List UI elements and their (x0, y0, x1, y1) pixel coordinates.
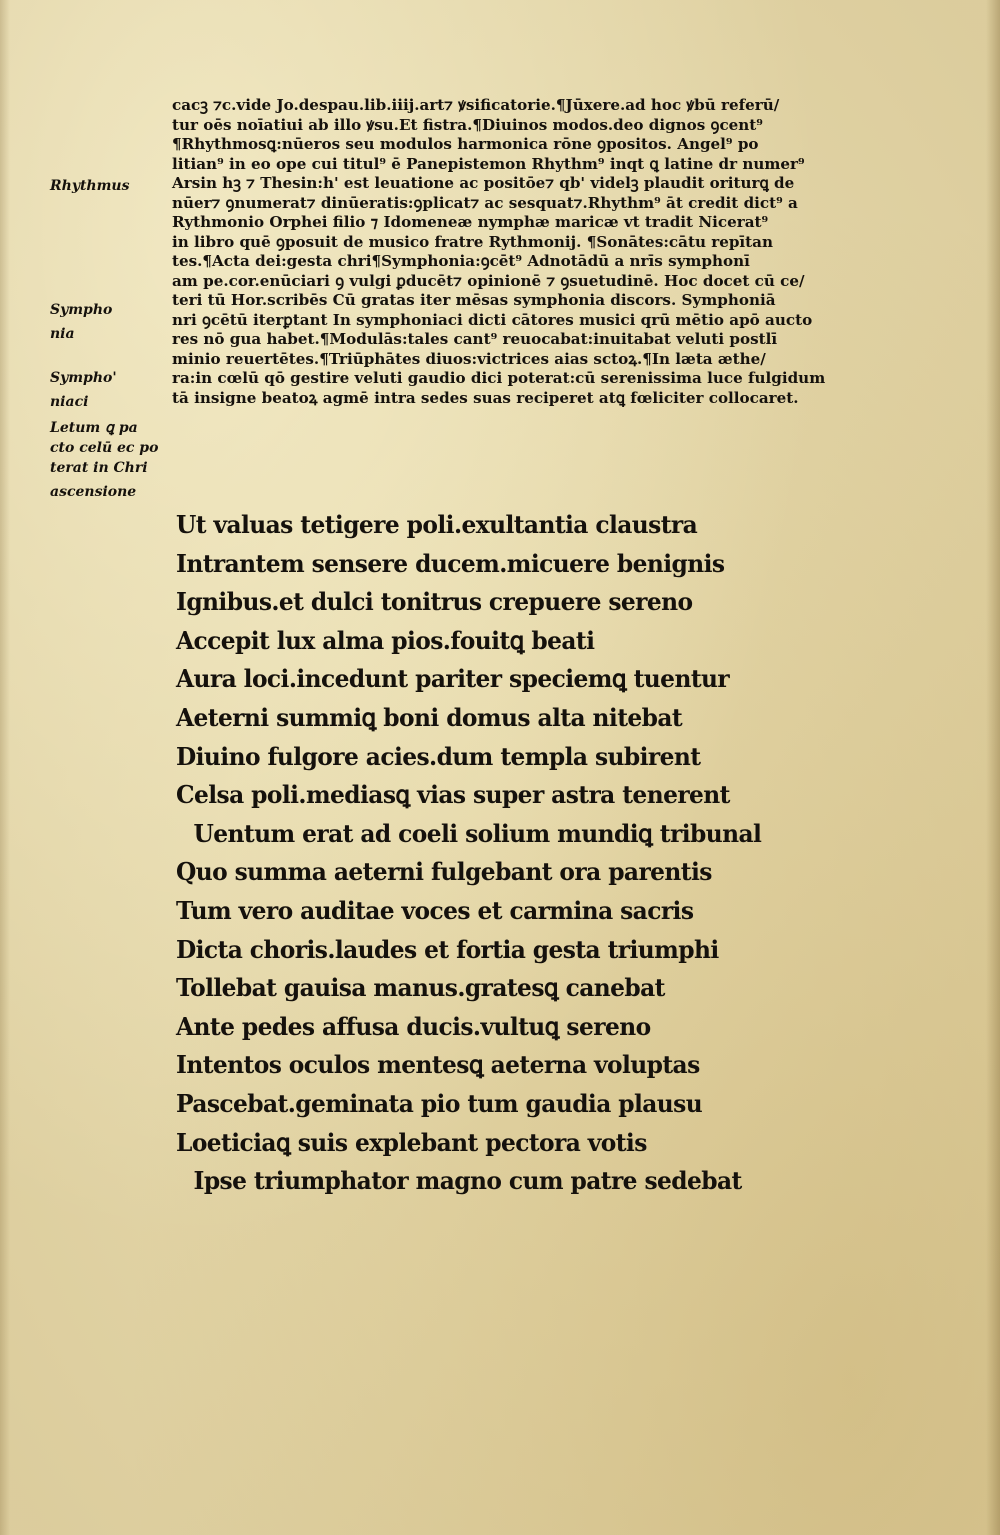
commentary-line: teri tū Hor.scribēs Cū gratas iter mēsas symphonia discors. Symphoniā (172, 291, 776, 309)
page-edge-shadow (986, 0, 1000, 1535)
commentary-line: Rythmonio Orphei filio ⁊ Idomeneæ nymphæ maricæ vt tradit Nicerat⁹ (172, 213, 769, 231)
commentary-line: litian⁹ in eo ope cui titul⁹ ē Panepistemon Rhythm⁹ inqt ꝗ latine dr numer⁹ (172, 154, 805, 173)
commentary-block (172, 96, 892, 408)
commentary-line: am pe.cor.enūciari ꝯ vulgi ꝑducēt⁊ opinionē ⁊ ꝯsuetudinē. Hoc docet cū ce/ (172, 271, 805, 290)
commentary-line: ra:in cœlū qō gestire veluti gaudio dici poterat:cū serenissima luce fulgidum (172, 369, 826, 387)
verse-line: Intrantem sensere ducem.micuere benignis (176, 548, 725, 578)
verse-line: Intentos oculos mentesꝗ aeterna voluptas (176, 1050, 700, 1080)
page-gutter-shadow (0, 0, 10, 1535)
commentary-line: ¶Rhythmosꝗ:nūeros seu modulos harmonica rōne ꝯpositos. Angel⁹ po (172, 135, 759, 153)
margin-note: Rhythmus (50, 178, 130, 194)
verse-line: Dicta choris.laudes et fortia gesta triumphi (176, 934, 719, 964)
commentary-line: tur oēs noīatiui ab illo ꝟsu.Et fistra.¶Diuinos modos.deo dignos ꝯcent⁹ (172, 115, 763, 134)
verse-line: Aeterni summiꝗ boni domus alta nitebat (176, 702, 683, 732)
commentary-line: minio reuertētes.¶Triūphātes diuos:victrices aias sctoꝝ.¶In læta æthe/ (172, 349, 766, 368)
verse-line: Aura loci.incedunt pariter speciemꝗ tuentur (176, 664, 730, 694)
margin-note: niaci (50, 394, 89, 410)
verse-line: Ut valuas tetigere poli.exultantia claustra (176, 510, 698, 539)
verse-line: Tum vero auditae voces et carmina sacris (176, 895, 694, 925)
commentary-line: tā insigne beatoꝝ agmē intra sedes suas reciperet atꝗ fœliciter collocaret. (172, 388, 799, 407)
verse-block (176, 506, 896, 1201)
verse-line: Quo summa aeterni fulgebant ora parentis (176, 857, 712, 887)
verse-line: Tollebat gauisa manus.gratesꝗ canebat (176, 973, 665, 1003)
commentary-line: cacꝫ ⁊c.vide Jo.despau.lib.iiij.art⁊ ꝟsificatorie.¶Jūxere.ad hoc ꝟbū referū/ (172, 96, 780, 114)
verse-line: Loeticiaꝗ suis explebant pectora votis (176, 1127, 647, 1157)
margin-note: cto celū ec po (50, 440, 159, 456)
margin-note: Sympho (50, 302, 113, 318)
margin-note: ascensione (50, 484, 137, 500)
margin-note: terat in Chri (50, 460, 148, 476)
verse-line: Uentum erat ad coeli solium mundiꝗ tribunal (193, 818, 762, 848)
margin-note: Sympho' (50, 370, 117, 386)
commentary-line: tes.¶Acta dei:gesta chri¶Symphonia:ꝯcēt⁹ Adnotādū a nrīs symphonī (172, 252, 750, 270)
verse-line: Ipse triumphator magno cum patre sedebat (193, 1166, 742, 1196)
margin-note: Letum ꝗ pa (50, 420, 138, 436)
verse-line: Ante pedes affusa ducis.vultuꝗ sereno (176, 1011, 651, 1041)
commentary-line: in libro quē ꝯposuit de musico fratre Rythmonij. ¶Sonātes:cātu repītan (172, 232, 774, 251)
verse-line: Ignibus.et dulci tonitrus crepuere sereno (176, 587, 693, 617)
verse-line: Accepit lux alma pios.fouitꝗ beati (176, 625, 595, 655)
verse-line: Pascebat.geminata pio tum gaudia plausu (176, 1088, 703, 1118)
commentary-line: res nō gua habet.¶Modulās:tales cant⁹ reuocabat:inuitabat veluti postlī (172, 330, 778, 348)
verse-line: Celsa poli.mediasꝗ vias super astra tenerent (176, 780, 730, 810)
verse-line: Diuino fulgore acies.dum templa subirent (176, 741, 701, 771)
commentary-line: nri ꝯcētū iterꝑtant In symphoniaci dicti cātores musici qrū mētio apō aucto (172, 310, 813, 329)
commentary-line: nūer⁊ ꝯnumerat⁊ dinūeratis:ꝯplicat⁊ ac sesquat⁊.Rhythm⁹ āt credit dict⁹ a (172, 193, 798, 212)
margin-note: nia (50, 326, 75, 342)
commentary-line: Arsin hꝫ ⁊ Thesin:h' est leuatione ac positōe⁊ qb' videlꝫ plaudit oriturꝗ de (172, 174, 795, 192)
